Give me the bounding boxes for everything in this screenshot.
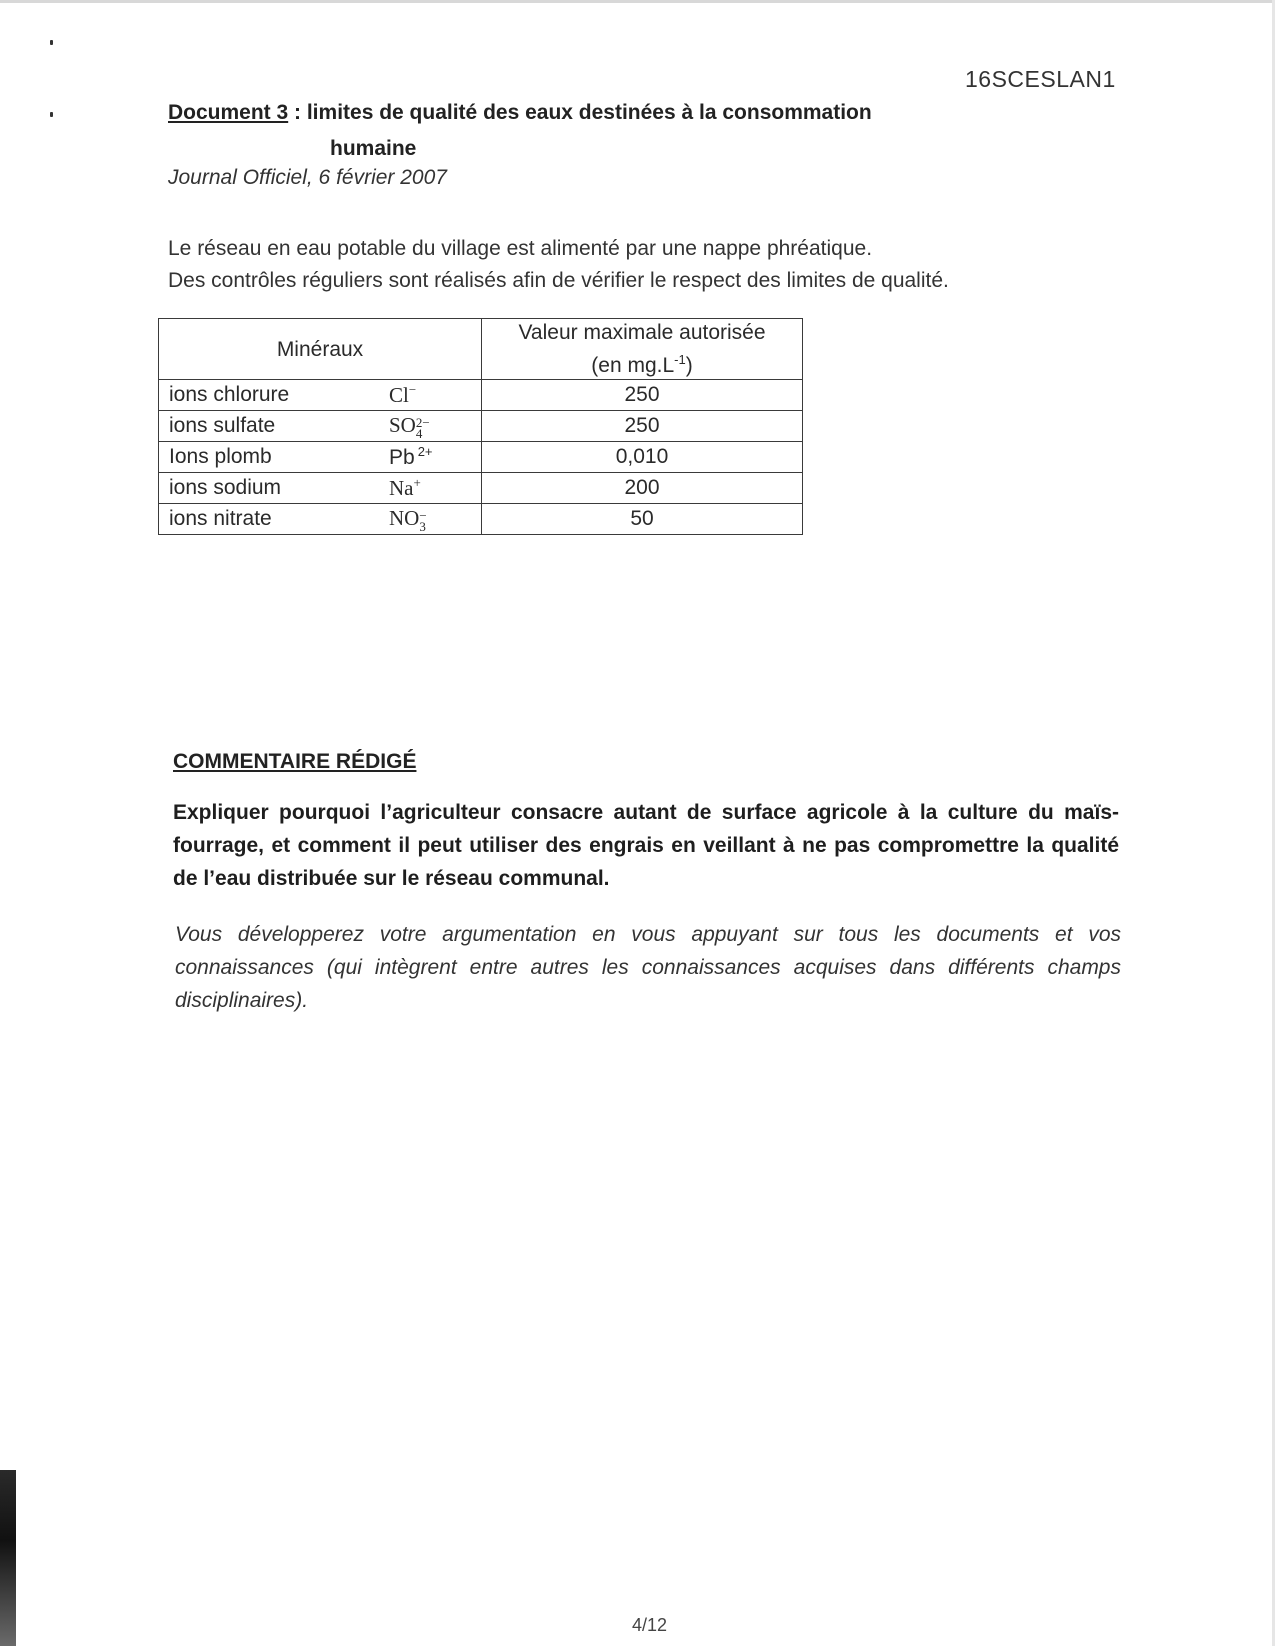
header-max-value-line2 [482, 346, 802, 379]
mineral-symbol [389, 411, 482, 442]
document-title-line1: : limites de qualité des eaux destinées à la consommation [288, 101, 872, 124]
symbol-charge: + [413, 475, 421, 490]
scan-left-shadow [0, 1470, 16, 1646]
intro-paragraph [168, 233, 1108, 297]
header-unit-exponent: -1 [674, 352, 686, 367]
symbol-base: Na [389, 476, 414, 500]
mineral-name: ions sulfate [159, 411, 390, 442]
intro-line-2: Des contrôles réguliers sont réalisés afin de vérifier le respect des limites de qualité. [168, 269, 949, 292]
scan-speck [50, 40, 53, 45]
symbol-indices [415, 414, 430, 441]
header-max-value [482, 319, 803, 380]
mineral-name: ions sodium [159, 473, 390, 504]
document-title [168, 95, 1048, 167]
scan-speck [50, 112, 53, 117]
table-row [159, 411, 803, 442]
symbol-base: Pb [389, 446, 415, 469]
table-row [159, 380, 803, 411]
table-row [159, 504, 803, 535]
header-unit: (en mg.L [591, 354, 675, 377]
comment-section-title: COMMENTAIRE RÉDIGÉ [173, 750, 417, 773]
page-number: 4/12 [632, 1615, 668, 1635]
symbol-base: SO [389, 413, 416, 438]
table-row [159, 442, 803, 473]
mineral-symbol [389, 473, 482, 504]
symbol-charge: 2+ [417, 444, 433, 459]
symbol-base: NO [389, 506, 420, 531]
symbol-subscript: 3 [419, 518, 426, 534]
table-header-row [159, 319, 803, 380]
mineral-name: ions chlorure [159, 380, 390, 411]
symbol-subscript: 4 [415, 425, 423, 441]
scan-top-edge [0, 0, 1275, 3]
mineral-name: ions nitrate [159, 504, 390, 535]
max-value: 200 [482, 473, 803, 504]
mineral-name: Ions plomb [159, 442, 390, 473]
symbol-charge: − [408, 382, 417, 397]
exam-code: 16SCESLAN1 [965, 66, 1116, 92]
header-max-value-line1: Valeur maximale autorisée [518, 321, 766, 344]
intro-line-1: Le réseau en eau potable du village est alimenté par une nappe phréatique. [168, 237, 873, 260]
symbol-indices [419, 507, 427, 534]
symbol-charge: 2− [415, 414, 430, 430]
mineral-symbol [389, 442, 482, 473]
max-value: 0,010 [482, 442, 803, 473]
max-value: 50 [482, 504, 803, 535]
symbol-charge: − [419, 507, 427, 523]
document-title-line2: humaine [330, 137, 417, 160]
header-minerals: Minéraux [159, 319, 482, 380]
table-row [159, 473, 803, 504]
header-unit-close: ) [685, 354, 693, 377]
document-label: Document 3 [168, 101, 289, 124]
max-value: 250 [482, 380, 803, 411]
document-source: Journal Officiel, 6 février 2007 [168, 166, 447, 189]
comment-question: Expliquer pourquoi l’agriculteur consacre autant de surface agricole à la culture du maïs-fourrage, et comment il peut utiliser des engrais en veillant à ne pas compromettre la qualité de l’eau distribuée sur le réseau communal. [173, 801, 1119, 890]
max-value: 250 [482, 411, 803, 442]
symbol-base: Cl [389, 383, 409, 407]
mineral-symbol [389, 504, 482, 535]
comment-instructions: Vous développerez votre argumentation en vous appuyant sur tous les documents et vos connaissances (qui intègrent entre autres les connaissances acquises dans différents champs disciplinaires). [175, 923, 1121, 1012]
quality-limits-table [158, 318, 803, 535]
mineral-symbol [389, 380, 482, 411]
